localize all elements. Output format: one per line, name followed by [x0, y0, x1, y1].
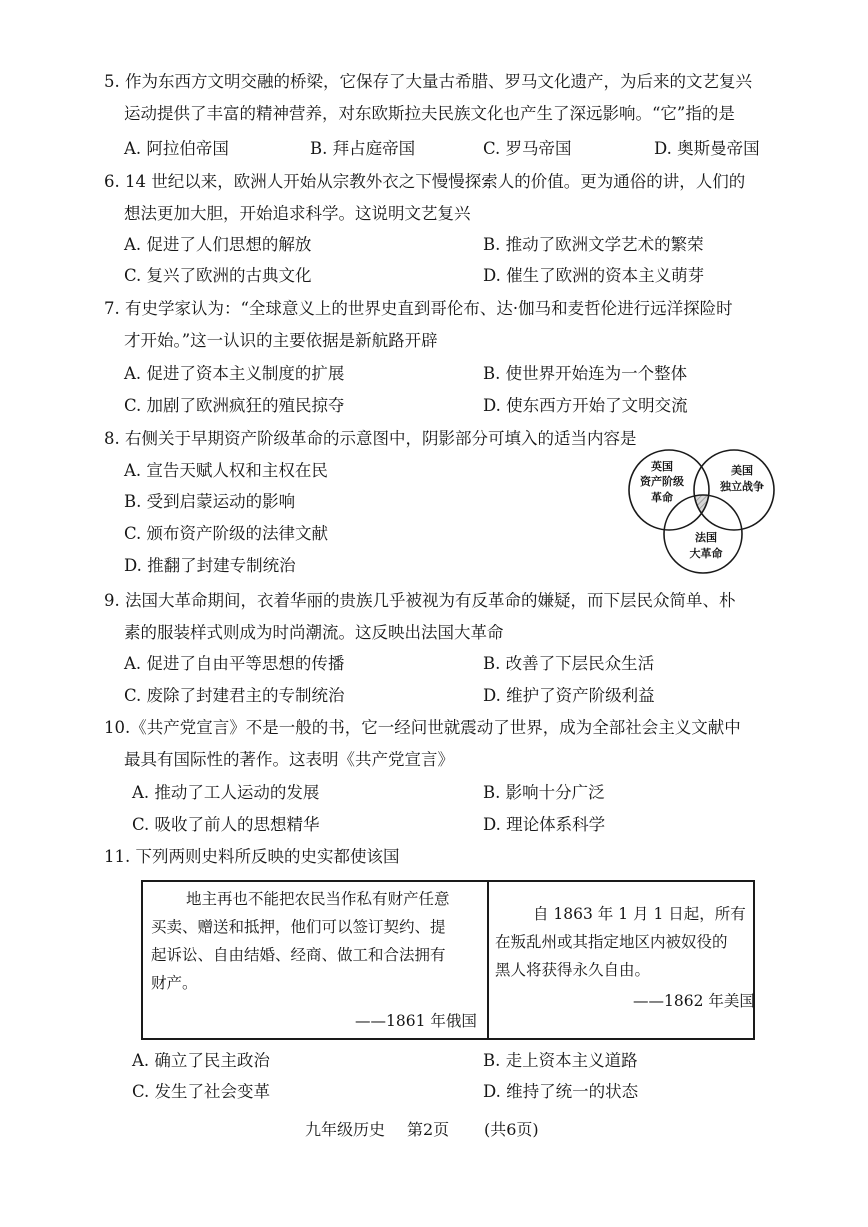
q5-option-a: A. 阿拉伯帝国	[124, 139, 229, 158]
q9-option-a: A. 促进了自由平等思想的传播	[124, 654, 345, 673]
q11-option-a: A. 确立了民主政治	[132, 1051, 270, 1070]
venn-label-b1: 美国	[731, 464, 753, 477]
venn-label-c1: 法国	[695, 531, 717, 544]
q8-option-c: C. 颁布资产阶级的法律文献	[124, 524, 329, 543]
source-russia-line-4: 财产。	[151, 974, 198, 992]
source-america-line-1: 自 1863 年 1 月 1 日起，所有	[533, 905, 746, 923]
source-russia-line-2: 买卖、赠送和抵押，他们可以签订契约、提	[151, 918, 446, 936]
q5-stem-line-1: 5. 作为东西方文明交融的桥梁，它保存了大量古希腊、罗马文化遗产，为后来的文艺复兴	[104, 72, 752, 91]
q5-stem-line-2: 运动提供了丰富的精神营养，对东欧斯拉夫民族文化也产生了深远影响。“它”指的是	[124, 104, 735, 123]
q7-option-b: B. 使世界开始连为一个整体	[483, 364, 688, 383]
source-america-line-2: 在叛乱州或其指定地区内被奴役的	[495, 933, 728, 951]
q7-stem-line-1: 7. 有史学家认为：“全球意义上的世界史直到哥伦布、达·伽马和麦哲伦进行远洋探险时	[104, 299, 733, 318]
q6-option-b: B. 推动了欧洲文学艺术的繁荣	[483, 235, 704, 254]
source-america-attribution: ——1862 年美国	[633, 992, 755, 1010]
q6-option-a: A. 促进了人们思想的解放	[124, 235, 312, 254]
q11-option-c: C. 发生了社会变革	[132, 1082, 271, 1101]
q6-stem-line-1: 6. 14 世纪以来，欧洲人开始从宗教外衣之下慢慢探索人的价值。更为通俗的讲，人们的	[104, 172, 746, 191]
q8-stem-line-1: 8. 右侧关于早期资产阶级革命的示意图中，阴影部分可填入的适当内容是	[104, 429, 637, 448]
q11-option-d: D. 维持了统一的状态	[483, 1082, 639, 1101]
q9-stem-line-2: 素的服装样式则成为时尚潮流。这反映出法国大革命	[124, 623, 504, 642]
q7-option-a: A. 促进了资本主义制度的扩展	[124, 364, 345, 383]
q9-stem-line-1: 9. 法国大革命期间，衣着华丽的贵族几乎被视为有反革命的嫌疑，而下层民众简单、朴	[104, 591, 736, 610]
q10-option-a: A. 推动了工人运动的发展	[132, 783, 320, 802]
source-america-line-3: 黑人将获得永久自由。	[495, 961, 651, 979]
footer-subject: 九年级历史	[305, 1120, 386, 1139]
q10-option-c: C. 吸收了前人的思想精华	[132, 815, 320, 834]
source-russia-line-1: 地主再也不能把农民当作私有财产任意	[186, 890, 450, 908]
source-table	[141, 880, 755, 1040]
q10-stem-line-2: 最具有国际性的著作。这表明《共产党宣言》	[124, 750, 454, 769]
footer-page-number: 第2页	[407, 1120, 450, 1139]
q5-option-d: D. 奥斯曼帝国	[654, 139, 760, 158]
q7-option-d: D. 使东西方开始了文明交流	[483, 396, 688, 415]
venn-label-c2: 大革命	[689, 547, 723, 560]
q9-option-b: B. 改善了下层民众生活	[483, 654, 655, 673]
q5-option-b: B. 拜占庭帝国	[310, 139, 416, 158]
q9-option-c: C. 废除了封建君主的专制统治	[124, 686, 345, 705]
source-russia-attribution: ——1861 年俄国	[355, 1012, 477, 1030]
q8-option-d: D. 推翻了封建专制统治	[124, 556, 296, 575]
q11-stem-line-1: 11. 下列两则史料所反映的史实都使该国	[104, 847, 400, 866]
q6-stem-line-2: 想法更加大胆，开始追求科学。这说明文艺复兴	[124, 204, 471, 223]
q10-option-d: D. 理论体系科学	[483, 815, 606, 834]
footer-total-pages: (共6页)	[484, 1120, 539, 1139]
source-table-divider	[487, 882, 489, 1038]
q5-option-c: C. 罗马帝国	[483, 139, 572, 158]
q7-stem-line-2: 才开始。”这一认识的主要依据是新航路开辟	[124, 331, 438, 350]
q10-option-b: B. 影响十分广泛	[483, 783, 605, 802]
q6-option-d: D. 催生了欧洲的资本主义萌芽	[483, 266, 705, 285]
q6-option-c: C. 复兴了欧洲的古典文化	[124, 266, 312, 285]
source-russia-line-3: 起诉讼、自由结婚、经商、做工和合法拥有	[151, 946, 446, 964]
venn-label-a2: 资产阶级	[640, 475, 684, 488]
q7-option-c: C. 加剧了欧洲疯狂的殖民掠夺	[124, 396, 345, 415]
venn-label-a3: 革命	[651, 491, 673, 504]
q8-option-a: A. 宣告天赋人权和主权在民	[124, 461, 328, 480]
venn-diagram	[624, 448, 784, 578]
q9-option-d: D. 维护了资产阶级利益	[483, 686, 655, 705]
venn-label-b2: 独立战争	[720, 480, 764, 493]
q11-option-b: B. 走上资本主义道路	[483, 1051, 638, 1070]
q10-stem-line-1: 10.《共产党宣言》不是一般的书，它一经问世就震动了世界，成为全部社会主义文献中	[104, 718, 741, 737]
q8-option-b: B. 受到启蒙运动的影响	[124, 492, 296, 511]
venn-label-a1: 英国	[651, 460, 673, 473]
